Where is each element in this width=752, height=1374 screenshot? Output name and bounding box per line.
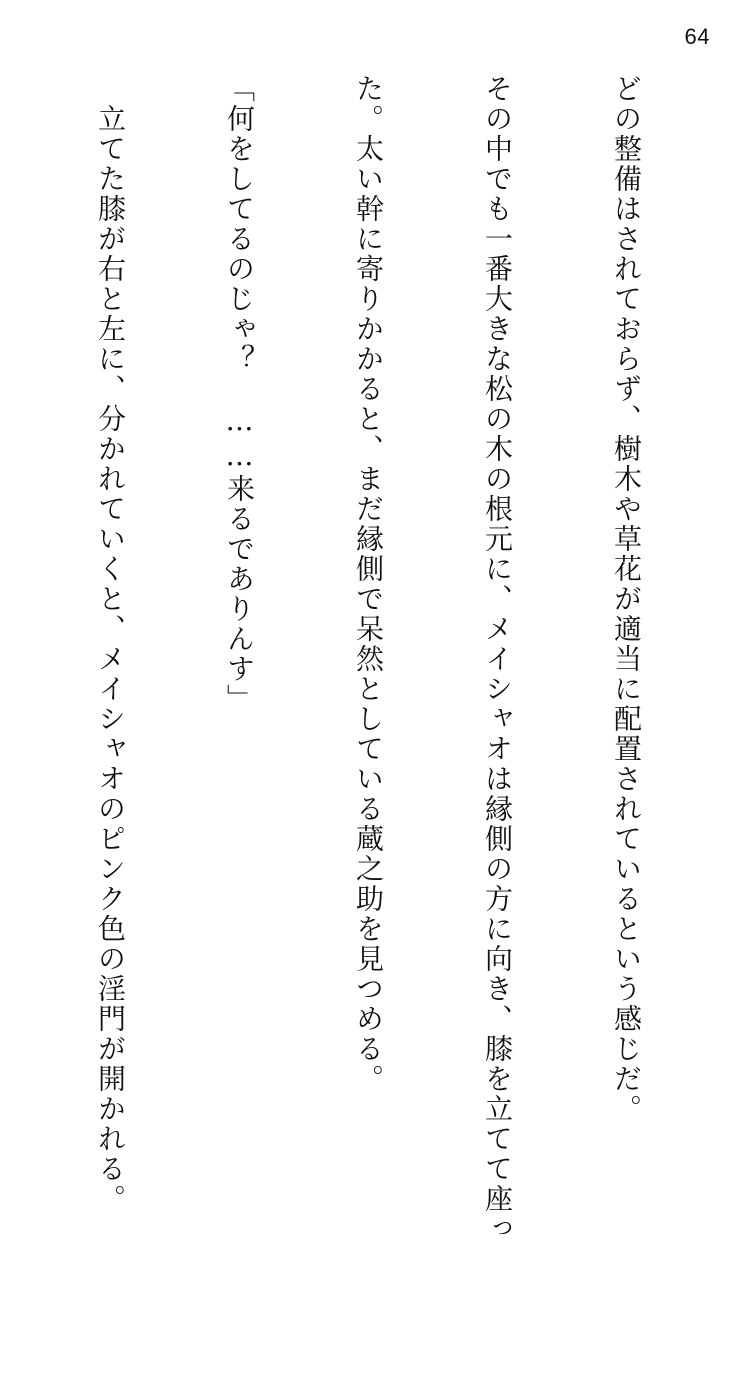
page-number: 64 [684, 24, 710, 49]
text-line [0, 74, 3, 1154]
text-line: その中でも一番大きな松の木の根元に、メイシャオは縁側の方に向き、膝を立てて座っ [481, 74, 514, 1244]
text-line: 立てた膝が右と左に、分かれていくと、メイシャオのピンク色の淫門が開かれる。 [94, 74, 127, 1214]
text-line: た。太い幹に寄りかかると、まだ縁側で呆然としている蔵之助を見つめる。 [352, 74, 385, 1094]
body-text [0, 74, 734, 1244]
text-line: 「何をしてるのじゃ？ ……来るでありんす」 [223, 74, 256, 714]
text-line: どの整備はされておらず、樹木や草花が適当に配置されているという感じだ。 [610, 74, 643, 1124]
